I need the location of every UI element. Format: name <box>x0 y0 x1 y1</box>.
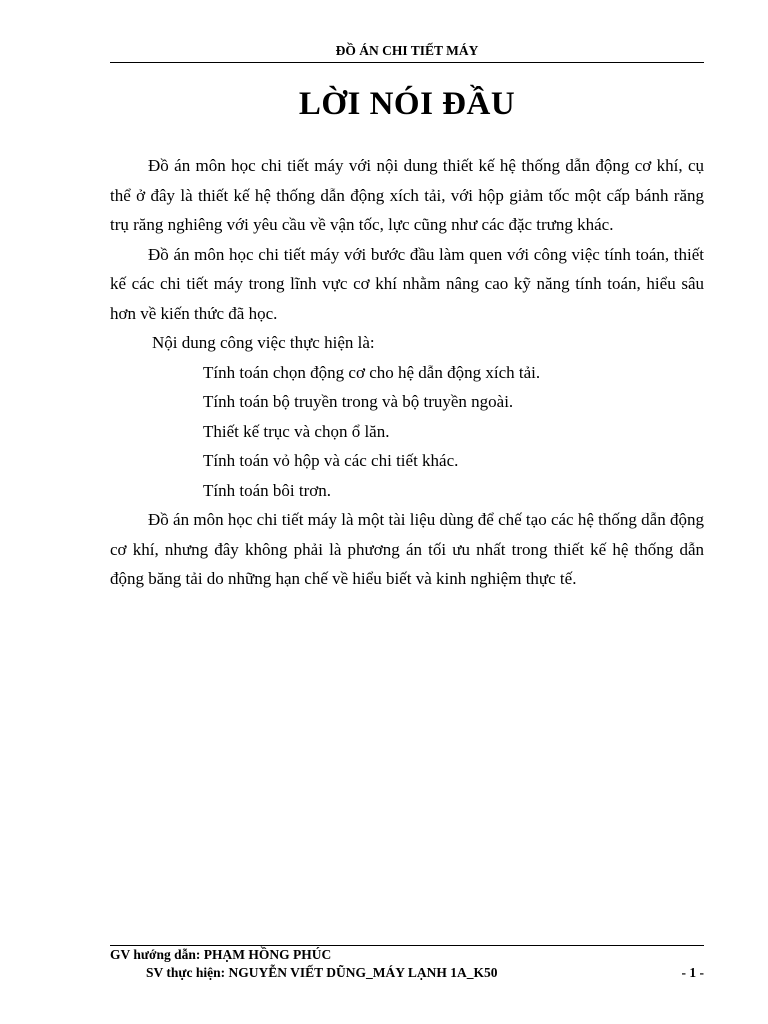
closing-paragraph: Đồ án môn học chi tiết máy là một tài liệu dùng để chế tạo các hệ thống dẫn động cơ khí, nhưng đây không phải là phương án tối ưu nhất trong thiết kế hệ thống dẫn động băng tải do những hạn chế về hiểu biết và kinh nghiệm thực tế. <box>110 510 704 588</box>
intro-paragraph: Đồ án môn học chi tiết máy với nội dung thiết kế hệ thống dẫn động cơ khí, cụ thể ở đây là thiết kế hệ thống dẫn động xích tải, với hộp giảm tốc một cấp bánh răng trụ răng nghiêng với yêu cầu về vận tốc, lực cũng như các đặc trưng khác. <box>110 156 704 234</box>
list-item: Tính toán bôi trơn. <box>203 480 331 500</box>
list-item: Tính toán vỏ hộp và các chi tiết khác. <box>203 451 459 470</box>
task-list <box>110 358 704 506</box>
footer-divider <box>110 945 704 946</box>
running-header: ĐỒ ÁN CHI TIẾT MÁY <box>335 43 479 58</box>
footer-student: SV thực hiện: NGUYỄN VIẾT DŨNG_MÁY LẠNH 1A_K50 <box>146 965 498 980</box>
header-divider <box>110 62 704 63</box>
list-item: Thiết kế trục và chọn ổ lăn. <box>203 421 390 441</box>
list-item: Tính toán chọn động cơ cho hệ dẫn động xích tải. <box>203 362 541 382</box>
purpose-paragraph: Đồ án môn học chi tiết máy với bước đầu làm quen với công việc tính toán, thiết kế các chi tiết máy trong lĩnh vực cơ khí nhằm nâng cao kỹ năng tính toán, hiểu sâu hơn về kiến thức đã học. <box>110 244 704 323</box>
page-number: - 1 - <box>681 965 704 980</box>
tasks-intro: Nội dung công việc thực hiện là: <box>152 333 375 352</box>
list-item: Tính toán bộ truyền trong và bộ truyền ngoài. <box>203 392 514 411</box>
footer-advisor: GV hướng dẫn: PHẠM HỒNG PHÚC <box>110 947 332 962</box>
document-body <box>110 151 704 594</box>
page-title: LỜI NÓI ĐẦU <box>298 86 516 122</box>
